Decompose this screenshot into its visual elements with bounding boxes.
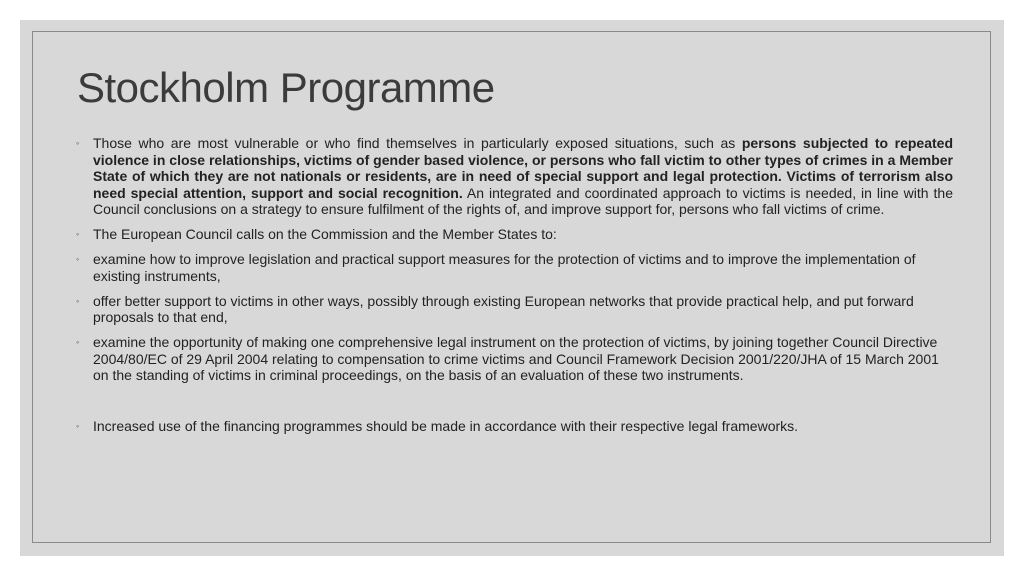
bullet-european-council [76,226,953,243]
bullet-list [76,135,953,443]
bullet-text: offer better support to victims in other ways, possibly through existing European networks that provide practical help, and put forward proposals to that end, [93,292,914,325]
bullet-text: An integrated and coordinated approach to victims is needed, in line with the Council conclusions on a strategy to ensure fulfilment of the rights of, and improve support for, persons who fall victims of crime. [93,184,953,217]
bullet-marker-icon: ◦ [76,138,80,148]
bullet-text-bold: persons subjected to repeated violence in close relationships, victims of gender based violence, or persons who fall victim to other types of crimes in a Member State of which they are not nationals or residents, are in need of special support and legal protection. Victims of terrorism also need special attention, support and social recognition. [93,135,953,201]
bullet-financing-programmes [76,418,953,435]
bullet-marker-icon: ◦ [76,295,80,306]
slide-title: Stockholm Programme [77,64,495,111]
bullet-text: examine how to improve legislation and practical support measures for the protection of victims and to improve the implementation of existing instruments, [93,251,916,284]
bullet-text: Those who are most vulnerable or who find themselves in particularly exposed situations, such as [93,135,742,151]
bullet-vulnerable-victims [76,135,953,218]
bullet-marker-icon: ◦ [76,337,80,347]
bullet-marker-icon: ◦ [76,420,80,431]
bullet-text: The European Council calls on the Commission and the Member States to: [93,226,557,242]
bullet-better-support [76,293,953,326]
bullet-marker-icon: ◦ [76,229,80,239]
bullet-text: Increased use of the financing programmes should be made in accordance with their respective legal frameworks. [93,417,799,434]
bullet-text: examine the opportunity of making one comprehensive legal instrument on the protection of victims, by joining together Council Directive 2004/80/EC of 29 April 2004 relating to compensation to crime victims and Council Framework Decision 2001/220/JHA of 15 March 2001 on the standing of victims in criminal proceedings, on the basis of an evaluation of these two instruments. [93,334,939,383]
bullet-improve-legislation [76,251,953,284]
bullet-legal-instrument [76,334,953,384]
bullet-marker-icon: ◦ [76,254,80,264]
